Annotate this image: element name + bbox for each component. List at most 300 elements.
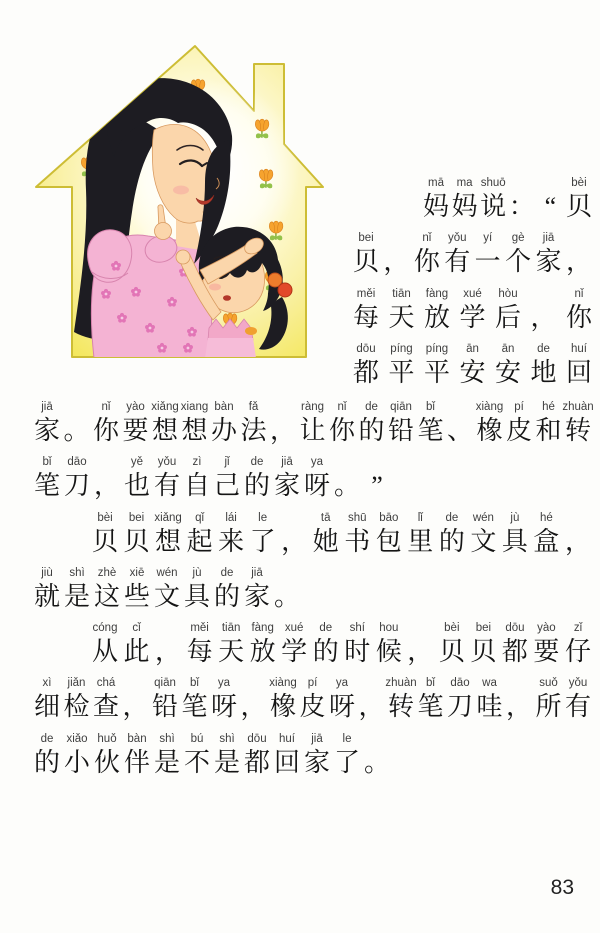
hanzi-text: ， xyxy=(383,247,410,277)
pinyin-text: jiā xyxy=(281,456,293,469)
hanzi-text: 家 xyxy=(243,581,270,611)
char-cell xyxy=(501,511,529,557)
pinyin-text: ān xyxy=(466,342,479,355)
hanzi-text: 刀 xyxy=(63,471,90,501)
pinyin-text: píng xyxy=(425,342,449,355)
pinyin-text: qiān xyxy=(154,677,176,690)
pinyin-text: gè xyxy=(511,232,525,245)
char-cell xyxy=(328,400,356,446)
char-cell xyxy=(123,511,151,557)
text-line xyxy=(33,400,592,455)
char-cell xyxy=(273,732,301,778)
pinyin-text: ya xyxy=(335,677,349,690)
pinyin-text: bèi xyxy=(97,511,113,524)
char-cell xyxy=(565,342,593,388)
pinyin-text: jiā xyxy=(41,401,53,413)
pinyin-text: xiang xyxy=(180,401,209,413)
pinyin-text: yào xyxy=(537,622,556,635)
pinyin-text: bàn xyxy=(127,732,147,745)
char-cell xyxy=(91,511,119,557)
char-cell xyxy=(312,621,340,667)
hanzi-text: 笔 xyxy=(33,471,60,501)
pinyin-text: huí xyxy=(279,732,295,745)
hanzi-text: 。 xyxy=(363,747,390,777)
hanzi-text: 让 xyxy=(299,416,326,445)
pinyin-text: bèi xyxy=(444,622,460,635)
pinyin-text: zhuàn xyxy=(385,677,417,690)
char-cell xyxy=(382,231,410,277)
hanzi-text: 。 xyxy=(333,471,360,501)
char-cell xyxy=(423,287,451,333)
pinyin-text: de xyxy=(445,511,459,524)
hanzi-text: 仔 xyxy=(564,637,591,667)
pinyin-text: dāo xyxy=(67,456,87,469)
hanzi-text: 个 xyxy=(505,247,532,277)
pinyin-text: shuō xyxy=(480,177,506,189)
hanzi-text: 盒 xyxy=(533,526,560,556)
hanzi-text: 所 xyxy=(535,692,562,722)
pinyin-text: shì xyxy=(69,566,85,579)
char-cell xyxy=(273,455,301,501)
char-cell xyxy=(210,400,238,446)
hanzi-text: 家 xyxy=(273,471,300,501)
hanzi-text: 贝 xyxy=(470,637,497,667)
char-cell xyxy=(33,566,61,612)
pinyin-text: shì xyxy=(159,732,175,745)
char-cell xyxy=(406,621,434,667)
char-cell xyxy=(303,455,331,501)
pinyin-text: yě xyxy=(130,456,144,469)
hanzi-text: 伙 xyxy=(93,747,120,777)
hanzi-text: 平 xyxy=(423,357,450,387)
pinyin-text: ràng xyxy=(300,401,325,413)
pinyin-text: ān xyxy=(501,342,515,355)
hanzi-text: 具 xyxy=(183,581,210,611)
char-cell xyxy=(535,231,563,277)
hanzi-text: “ xyxy=(544,192,557,221)
char-cell xyxy=(183,566,211,612)
hanzi-text: ， xyxy=(407,637,434,667)
char-cell xyxy=(240,676,268,722)
pinyin-text: lái xyxy=(225,511,237,524)
pinyin-text: bei xyxy=(128,511,145,524)
page-number: 83 xyxy=(550,876,574,899)
hanzi-text: 要 xyxy=(533,637,560,667)
hanzi-text: 刀 xyxy=(446,692,473,722)
pinyin-text: jiǎn xyxy=(67,677,86,690)
char-cell xyxy=(213,732,241,778)
hanzi-text: 细 xyxy=(33,692,60,722)
pinyin-text: bǐ xyxy=(426,401,435,413)
char-cell xyxy=(387,400,415,446)
text-column-beside-image xyxy=(352,176,593,397)
hanzi-text: 想 xyxy=(155,526,182,556)
pinyin-text: huǒ xyxy=(97,732,117,745)
hanzi-text: 时 xyxy=(344,637,371,667)
hanzi-text: 铅 xyxy=(387,416,414,445)
hanzi-text: 呀 xyxy=(210,692,237,722)
char-cell xyxy=(181,676,209,722)
char-cell xyxy=(217,511,245,557)
char-cell xyxy=(183,455,211,501)
pinyin-text: cǐ xyxy=(132,622,141,635)
char-cell xyxy=(423,342,451,388)
hanzi-text: ， xyxy=(155,637,182,667)
char-cell xyxy=(451,176,479,222)
hanzi-text: 己 xyxy=(213,471,240,501)
hanzi-text: 了 xyxy=(249,526,276,556)
pinyin-text: xiē xyxy=(129,566,145,579)
hanzi-text: 有 xyxy=(153,471,180,501)
char-cell xyxy=(387,676,415,722)
pinyin-text: bèi xyxy=(571,177,587,189)
hanzi-text: 检 xyxy=(63,692,90,722)
hanzi-text: 家 xyxy=(33,416,60,445)
char-cell xyxy=(299,400,327,446)
hanzi-text: 她 xyxy=(312,526,339,556)
pinyin-text: xì xyxy=(42,677,52,690)
hanzi-text: 家 xyxy=(535,247,562,277)
hanzi-text: 橡 xyxy=(269,692,296,722)
pinyin-text: shū xyxy=(347,511,367,524)
pinyin-text: yí xyxy=(483,232,493,245)
pinyin-text: lǐ xyxy=(417,511,423,524)
char-cell xyxy=(280,621,308,667)
pinyin-text: měi xyxy=(356,287,376,300)
hanzi-text: 的 xyxy=(438,526,465,556)
char-cell xyxy=(388,287,416,333)
pinyin-text: jiā xyxy=(311,732,323,745)
hanzi-text: 起 xyxy=(186,526,213,556)
char-cell xyxy=(122,676,150,722)
hanzi-text: 是 xyxy=(153,747,180,777)
char-cell xyxy=(532,621,560,667)
hanzi-text: 平 xyxy=(388,357,415,387)
hanzi-text: 家 xyxy=(303,747,330,777)
char-cell xyxy=(363,732,391,778)
char-cell xyxy=(469,621,497,667)
char-cell xyxy=(92,676,120,722)
hanzi-text: 呀 xyxy=(328,692,355,722)
hanzi-text: 妈 xyxy=(422,192,449,221)
hanzi-text: ， xyxy=(240,692,267,722)
hanzi-text: 一 xyxy=(474,247,501,277)
char-cell xyxy=(564,676,592,722)
hanzi-text: 是 xyxy=(213,747,240,777)
char-cell xyxy=(494,287,522,333)
hanzi-text: 候 xyxy=(375,637,402,667)
pinyin-text: měi xyxy=(190,622,209,635)
hanzi-text: 书 xyxy=(344,526,371,556)
pinyin-text: zì xyxy=(192,456,202,469)
pinyin-text: bāo xyxy=(379,511,399,524)
pinyin-text: wa xyxy=(482,677,497,690)
char-cell xyxy=(269,400,297,446)
pinyin-text: tā xyxy=(320,511,331,524)
hanzi-text: 的 xyxy=(213,581,240,611)
pinyin-text: pí xyxy=(307,677,318,690)
hanzi-text: 天 xyxy=(218,637,245,667)
pinyin-text: de xyxy=(250,456,264,469)
pinyin-text: xiàng xyxy=(269,677,297,690)
hanzi-text: 就 xyxy=(33,581,60,611)
hanzi-text: 都 xyxy=(501,637,528,667)
char-cell xyxy=(151,400,179,446)
char-cell xyxy=(343,621,371,667)
hanzi-text: 办 xyxy=(210,416,237,445)
hanzi-text: 和 xyxy=(535,416,562,445)
hanzi-text: 来 xyxy=(218,526,245,556)
hanzi-text: 想 xyxy=(181,416,208,445)
pinyin-text: nǐ xyxy=(101,401,111,413)
hanzi-text: ， xyxy=(505,692,532,722)
pinyin-text: dōu xyxy=(505,622,525,635)
hanzi-text: 妈 xyxy=(451,192,478,221)
char-cell xyxy=(474,231,502,277)
pinyin-text: jǐ xyxy=(224,456,230,469)
hanzi-text: 每 xyxy=(186,637,213,667)
hanzi-text: 。 xyxy=(63,416,90,445)
pinyin-text: fàng xyxy=(425,287,449,300)
pinyin-text: de xyxy=(319,622,333,635)
char-cell xyxy=(443,231,471,277)
hanzi-text: 是 xyxy=(63,581,90,611)
hanzi-text: 里 xyxy=(407,526,434,556)
hanzi-text: 你 xyxy=(92,416,119,445)
hanzi-text: ” xyxy=(371,471,383,501)
pinyin-text: zǐ xyxy=(573,622,583,635)
hanzi-text: 贝 xyxy=(438,637,465,667)
char-cell xyxy=(303,732,331,778)
pinyin-text: xiǎng xyxy=(151,401,179,413)
pinyin-text: yǒu xyxy=(568,677,588,690)
pinyin-text: jiù xyxy=(41,566,53,579)
hanzi-text: 文 xyxy=(470,526,497,556)
text-line xyxy=(33,732,592,787)
hanzi-text: 要 xyxy=(122,416,149,445)
char-cell xyxy=(123,621,151,667)
hanzi-text: 笔 xyxy=(417,692,444,722)
char-cell xyxy=(508,176,536,222)
char-cell xyxy=(93,455,121,501)
char-cell xyxy=(63,566,91,612)
char-cell xyxy=(469,511,497,557)
pinyin-text: cóng xyxy=(92,622,118,635)
char-cell xyxy=(210,676,238,722)
char-cell xyxy=(417,676,445,722)
char-cell xyxy=(479,176,507,222)
hanzi-text: 安 xyxy=(459,357,486,387)
pinyin-text: hé xyxy=(542,401,555,413)
pinyin-text: de xyxy=(220,566,234,579)
hanzi-text: 后 xyxy=(494,302,521,332)
char-cell xyxy=(312,511,340,557)
hanzi-text: 回 xyxy=(273,747,300,777)
text-line xyxy=(352,176,593,231)
char-cell xyxy=(532,511,560,557)
pinyin-text: zhè xyxy=(97,566,117,579)
hanzi-text: 放 xyxy=(423,302,450,332)
char-cell xyxy=(375,621,403,667)
hanzi-text: 贝 xyxy=(123,526,150,556)
char-cell xyxy=(564,511,592,557)
hanzi-text: 哇 xyxy=(476,692,503,722)
text-line xyxy=(33,621,592,676)
char-cell xyxy=(123,455,151,501)
pinyin-text: xué xyxy=(284,622,304,635)
hanzi-text: 橡 xyxy=(476,416,503,445)
pinyin-text: qǐ xyxy=(195,511,205,524)
char-cell xyxy=(33,455,61,501)
pinyin-text: jiā xyxy=(251,566,263,579)
pinyin-text: ya xyxy=(217,677,231,690)
pinyin-text: bei xyxy=(475,622,492,635)
char-cell xyxy=(91,621,119,667)
hanzi-text: 回 xyxy=(565,357,592,387)
text-line xyxy=(352,287,593,342)
pinyin-text: huí xyxy=(571,342,587,355)
hanzi-text: ， xyxy=(122,692,149,722)
text-line xyxy=(352,231,593,286)
hanzi-text: 的 xyxy=(358,416,385,445)
hanzi-text: 皮 xyxy=(505,416,532,445)
pinyin-text: bǐ xyxy=(426,677,435,690)
char-cell xyxy=(363,455,391,501)
pinyin-text: wén xyxy=(156,566,178,579)
hanzi-text: 地 xyxy=(530,357,557,387)
hanzi-text: 你 xyxy=(565,302,592,332)
char-cell xyxy=(535,676,563,722)
pinyin-text: qiān xyxy=(390,401,412,413)
char-cell xyxy=(153,566,181,612)
hanzi-text: 转 xyxy=(387,692,414,722)
hanzi-text: 些 xyxy=(123,581,150,611)
char-cell xyxy=(476,676,504,722)
hanzi-text: ， xyxy=(530,302,557,332)
char-cell xyxy=(33,400,61,446)
char-cell xyxy=(536,176,564,222)
pinyin-text: shí xyxy=(349,622,365,635)
char-cell xyxy=(406,511,434,557)
char-cell xyxy=(459,287,487,333)
char-cell xyxy=(375,511,403,557)
hanzi-text: 贝 xyxy=(565,192,592,221)
hanzi-text: ： xyxy=(508,192,535,221)
char-cell xyxy=(530,287,558,333)
pinyin-text: le xyxy=(258,511,268,524)
char-cell xyxy=(438,621,466,667)
pinyin-text: le xyxy=(342,732,352,745)
hanzi-text: ， xyxy=(269,416,296,445)
char-cell xyxy=(213,455,241,501)
hanzi-text: 你 xyxy=(328,416,355,445)
hanzi-text: 天 xyxy=(388,302,415,332)
char-cell xyxy=(154,621,182,667)
char-cell xyxy=(153,455,181,501)
pinyin-text: de xyxy=(537,342,550,355)
hanzi-text: 放 xyxy=(249,637,276,667)
char-cell xyxy=(358,676,386,722)
pinyin-text: fǎ xyxy=(248,401,259,413)
char-cell xyxy=(535,400,563,446)
char-cell xyxy=(33,732,61,778)
pinyin-text: xiǎng xyxy=(154,511,182,524)
char-cell xyxy=(564,400,592,446)
char-cell xyxy=(505,400,533,446)
hanzi-text: 的 xyxy=(243,471,270,501)
pinyin-text: jù xyxy=(510,511,520,524)
hanzi-text: 皮 xyxy=(299,692,326,722)
char-cell xyxy=(122,400,150,446)
pinyin-text: suǒ xyxy=(539,677,558,690)
pinyin-text: de xyxy=(40,732,54,745)
char-cell xyxy=(352,342,380,388)
pinyin-text: zhuàn xyxy=(562,401,594,413)
pinyin-text: dōu xyxy=(356,342,376,355)
hanzi-text: 贝 xyxy=(352,247,379,277)
hanzi-text: 、 xyxy=(446,416,473,445)
hanzi-text: 也 xyxy=(123,471,150,501)
hanzi-text: 不 xyxy=(183,747,210,777)
pinyin-text: pí xyxy=(514,401,524,413)
hanzi-text: ， xyxy=(565,247,592,277)
hanzi-text: 铅 xyxy=(151,692,178,722)
pinyin-text: wén xyxy=(472,511,494,524)
pinyin-text: hou xyxy=(379,622,399,635)
pinyin-text: bǐ xyxy=(190,677,199,690)
hanzi-text: 都 xyxy=(243,747,270,777)
hanzi-text: 笔 xyxy=(417,416,444,445)
char-cell xyxy=(154,511,182,557)
hanzi-text: 查 xyxy=(92,692,119,722)
pinyin-text: bǐ xyxy=(42,456,52,469)
pinyin-text: yǒu xyxy=(447,232,467,245)
pinyin-text: ya xyxy=(310,456,324,469)
char-cell xyxy=(328,676,356,722)
hanzi-text: 此 xyxy=(123,637,150,667)
char-cell xyxy=(183,732,211,778)
hanzi-text: 。 xyxy=(273,581,300,611)
hanzi-text: 的 xyxy=(312,637,339,667)
pinyin-text: tiān xyxy=(392,287,411,300)
char-cell xyxy=(505,676,533,722)
hanzi-text: 转 xyxy=(564,416,591,445)
hanzi-text: 说 xyxy=(480,192,507,221)
pinyin-text: jù xyxy=(192,566,202,579)
char-cell xyxy=(249,621,277,667)
char-cell xyxy=(476,400,504,446)
pinyin-text: xiàng xyxy=(475,401,504,413)
pinyin-text: nǐ xyxy=(337,401,347,413)
char-cell xyxy=(240,400,268,446)
char-cell xyxy=(123,732,151,778)
char-cell xyxy=(504,231,532,277)
char-cell xyxy=(33,676,61,722)
char-cell xyxy=(358,400,386,446)
char-cell xyxy=(446,400,474,446)
hanzi-text: 有 xyxy=(564,692,591,722)
char-cell xyxy=(459,342,487,388)
text-line xyxy=(33,455,592,510)
pinyin-text: nǐ xyxy=(574,287,584,300)
char-cell xyxy=(413,231,441,277)
text-line xyxy=(33,511,592,566)
char-cell xyxy=(217,621,245,667)
char-cell xyxy=(438,511,466,557)
pinyin-text: yǒu xyxy=(157,456,177,469)
hanzi-text: 有 xyxy=(444,247,471,277)
hanzi-text: 这 xyxy=(93,581,120,611)
